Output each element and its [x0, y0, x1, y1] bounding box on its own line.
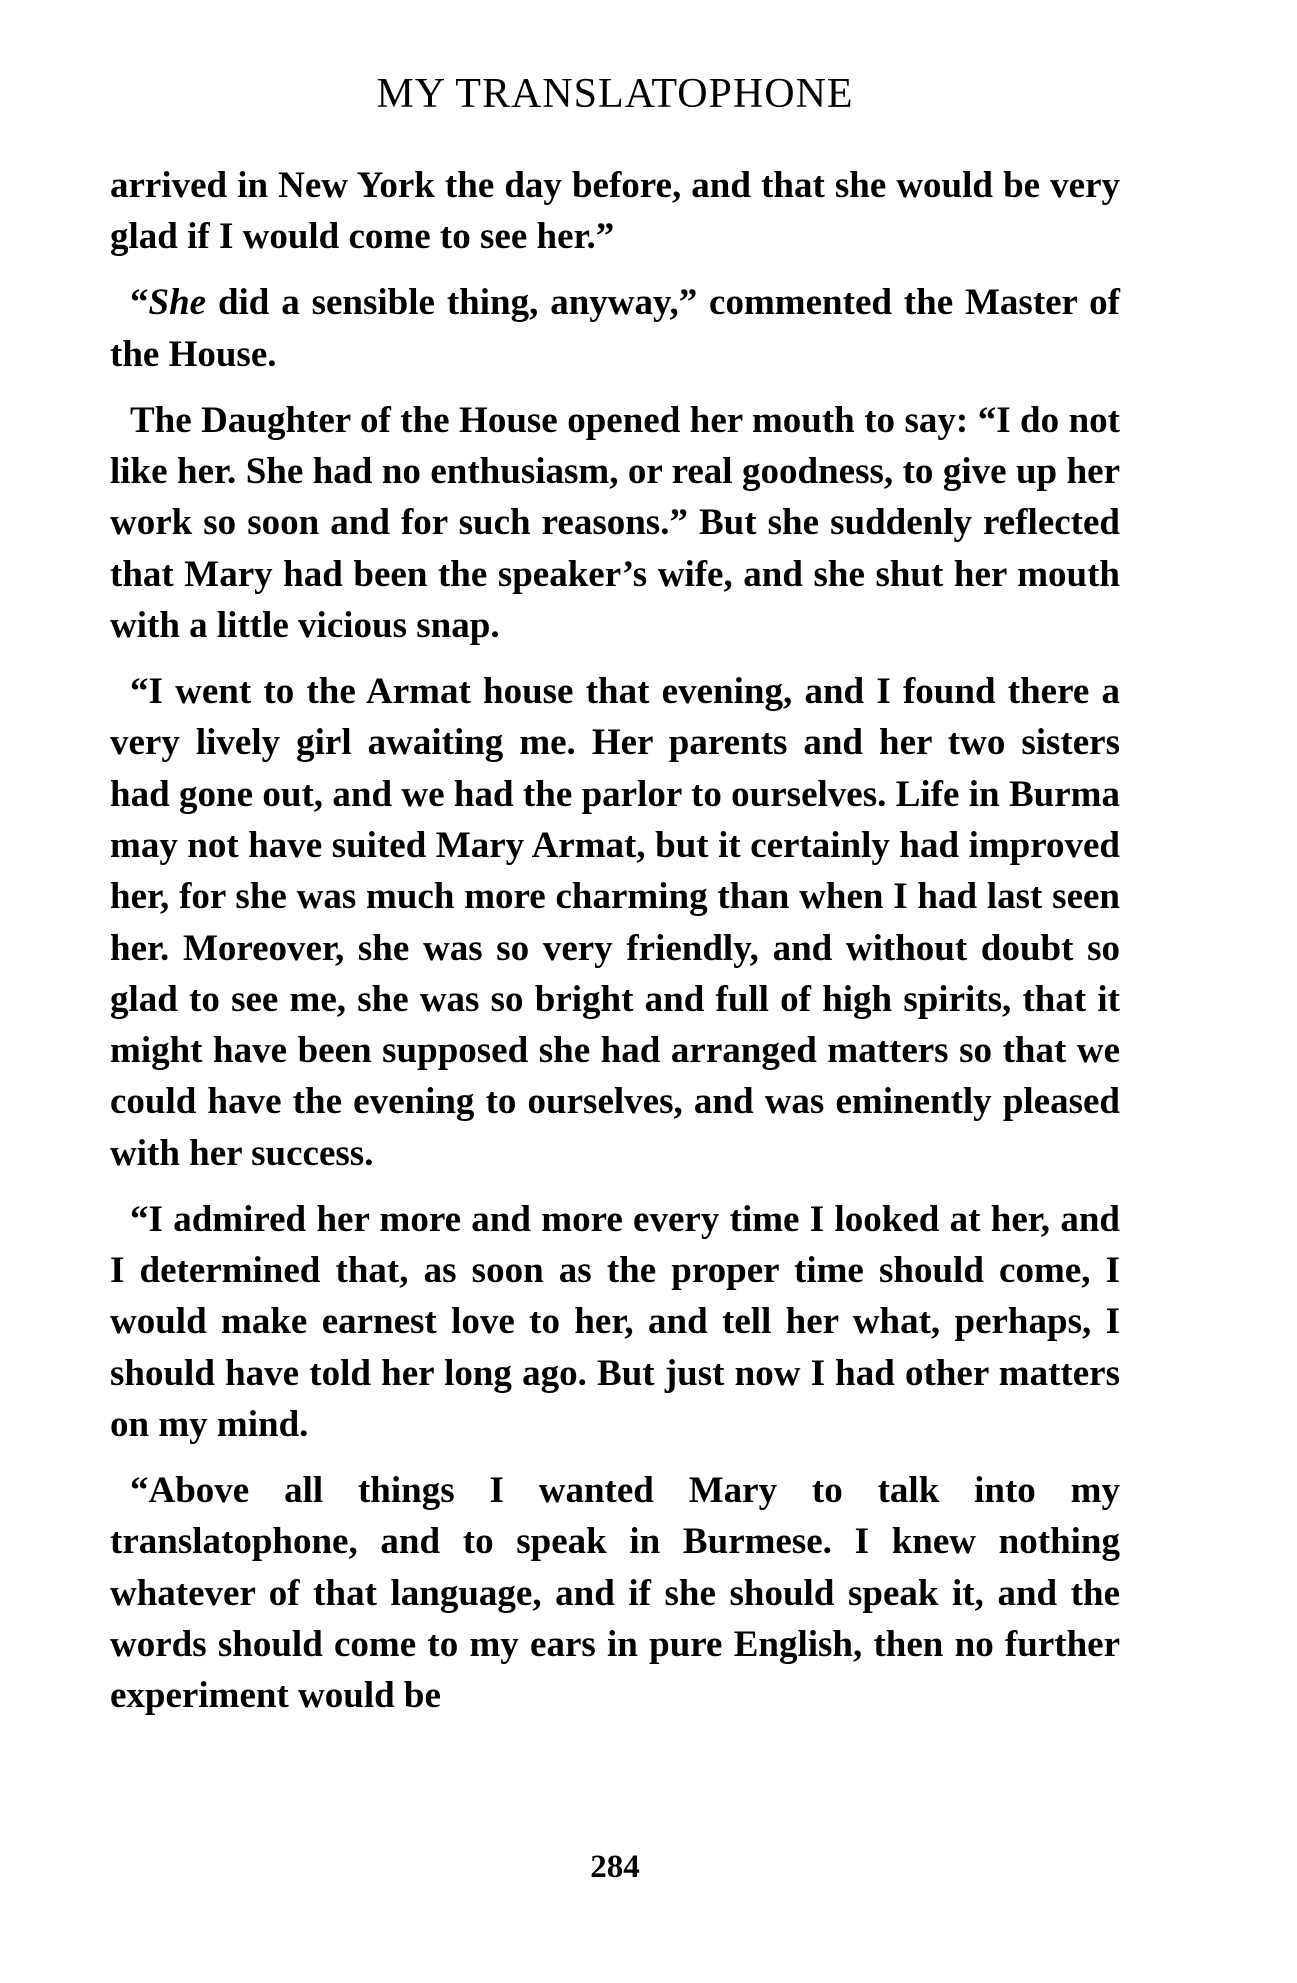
paragraph-3: The Daughter of the House opened her mouth to say: “I do not like her. She had no enthusiasm, or real goodness, to give up her work so soon and for such reasons.” But she suddenly reflected that Mary had been the speaker’s wife, and she shut her mouth with a little vicious snap. [110, 399, 1120, 646]
running-title: MY TRANSLATOPHONE [376, 71, 854, 117]
paragraph-1: arrived in New York the day before, and that she would be very glad if I would come to see her.” [110, 165, 1120, 258]
paragraph-5: “I admired her more and more every time I looked at her, and I determined that, as soon as the proper time should come, I would make earnest love to her, and tell her what, perhaps, I should have told her long ago. But just now I had other matters on my mind. [110, 1198, 1120, 1446]
paragraph-2-text: did a sensible thing, anyway,” commented the Master of the House. [110, 282, 1120, 375]
paragraph-2-quote: “ [130, 282, 149, 324]
paragraph-2 [110, 277, 1120, 380]
body-text [110, 160, 1120, 1736]
page-number: 284 [590, 1849, 640, 1885]
paragraph-6: “Above all things I wanted Mary to talk into my translatophone, and to speak in Burmese. I knew nothing whatever of that language, and if she should speak it, and the words should come to my ears in pure English, then no further experiment would be [110, 1470, 1120, 1717]
paragraph-4: “I went to the Armat house that evening, and I found there a very lively girl awaiting me. Her parents and her two sisters had gone out, and we had the parlor to ourselves. Life in Burma may not have suited Mary Armat, but it certainly had improved her, for she was much more charming than when I had last seen her. Moreover, she was so very friendly, and without doubt so glad to see me, she was so bright and full of high spirits, that it might have been supposed she had arranged matters so that we could have the evening to ourselves, and was eminently pleased with her success. [110, 671, 1120, 1174]
book-page [110, 0, 1120, 1983]
paragraph-2-italic: She [148, 282, 207, 324]
